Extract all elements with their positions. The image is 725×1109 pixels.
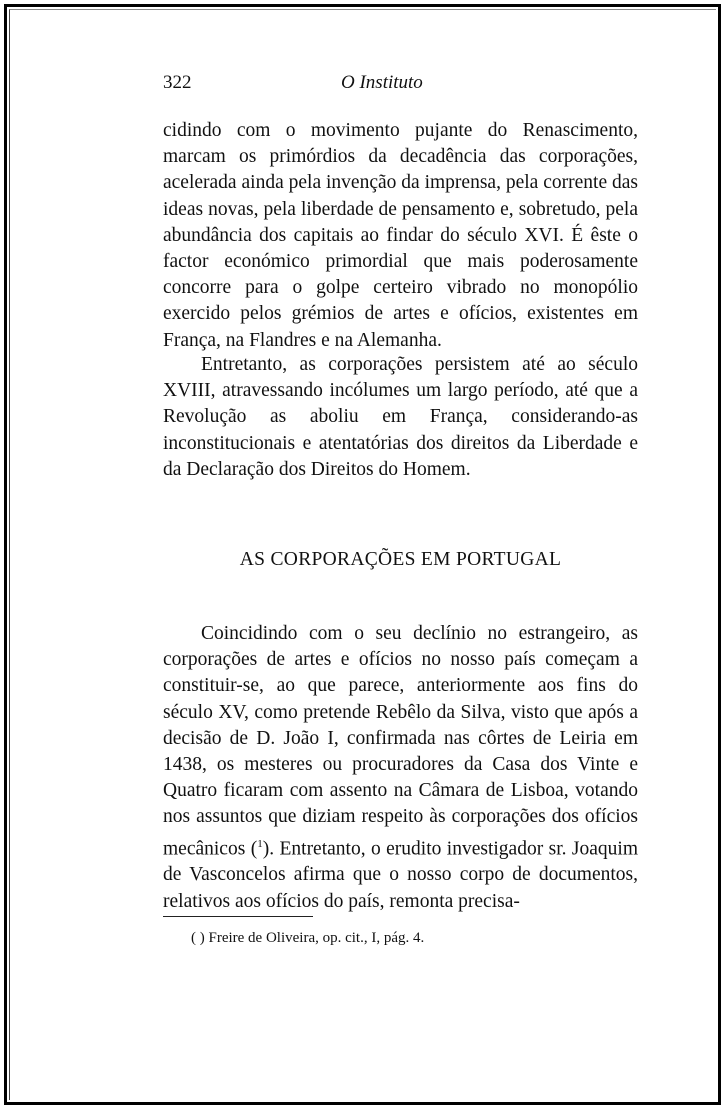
- paragraph-3: [163, 621, 638, 915]
- page-header: [163, 72, 638, 102]
- footnote: ( ) Freire de Oliveira, op. cit., I, pág. 4.: [191, 930, 425, 946]
- page-number: 322: [163, 72, 192, 93]
- paragraph-2: Entretanto, as corporações persistem até ao século XVIII, atravessando incólumes um largo período, até que a Revolução as aboliu em França, considerando-as inconstitucionais e atentatórias dos direitos da Liberdade e da Declaração dos Direitos do Homem.: [163, 354, 638, 480]
- footnote-reference: 1: [257, 837, 263, 850]
- footnote-divider: [163, 916, 313, 917]
- paragraph-3-text-end: ). Entretanto, o erudito investigador sr. Joaquim de Vasconcelos afirma que o nosso corpo de documentos, relativos aos ofícios do país, remonta precisa-: [163, 838, 638, 912]
- section-heading: AS CORPORAÇÕES EM PORTUGAL: [239, 549, 562, 570]
- paragraph-1: cidindo com o movimento pujante do Renascimento, marcam os primórdios da decadência das corporações, acelerada ainda pela invenção da imprensa, pela corrente das ideas novas, pela liberdade de pensamento e, sobretudo, pela abundância dos capitais ao findar do século XVI. É êste o factor económico primordial que mais poderosamente concorre para o golpe certeiro vibrado no monopólio exercido pelos grémios de artes e ofícios, existentes em França, na Flandres e na Alemanha.: [163, 120, 638, 351]
- paragraph-3-text-start: Coincidindo com o seu declínio no estrangeiro, as corporações de artes e ofícios no nosso país começam a constituir-se, ao que parece, anteriormente aos fins do século XV, como pretende Rebêlo da Silva, visto que após a decisão de D. João I, confirmada nas côrtes de Leiria em 1438, os mesteres ou procuradores da Casa dos Vinte e Quatro ficaram com assento na Câmara de Lisboa, votando nos assuntos que diziam respeito às corporações dos ofícios mecânicos (: [163, 623, 638, 860]
- running-title: O Instituto: [341, 72, 423, 93]
